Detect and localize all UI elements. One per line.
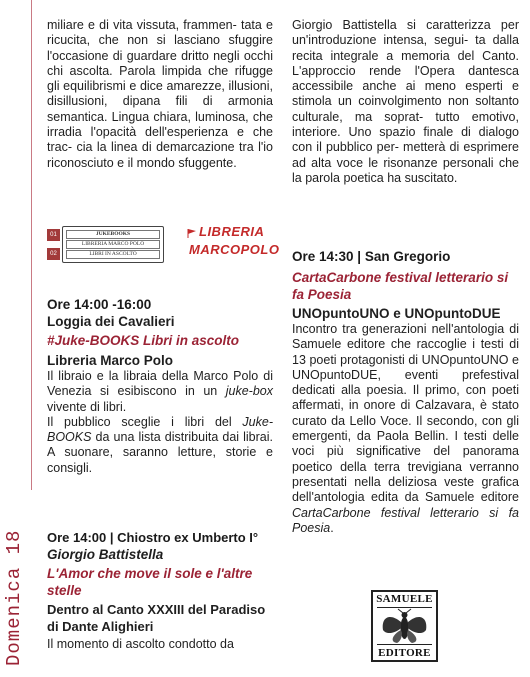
event-body: Incontro tra generazioni nell'antologia di Samuele editore che raccoglie i testi di 13 poeti protagonisti di UNOpuntoUNO e UNOpuntoDUE, eventi prefestival dedicati alla poesia. Il primo, con poeti affermati, in onore di Calzavara, è stato curato da Lello Voce. Il secondo, con gli emergenti, da Paola Bellin. I testi delle voci più significative del panorama poetico della terra trevigiana verranno presentati nella deliziosa veste grafica dell'antologia edita da Samuele editore CartaCarbone festival letterario si fa Poesia.: [292, 322, 519, 535]
event-time: Ore 14:00 | Chiostro ex Umberto I°: [47, 530, 259, 545]
vertical-divider: [31, 0, 32, 490]
event-subtitle: Dentro al Canto XXXIII del Paradiso di Dante Alighieri: [47, 602, 266, 634]
sponsor-logos: [47, 224, 280, 266]
side-day-label: Domenica 18: [3, 529, 25, 666]
event-cartacarbone: [292, 248, 519, 536]
event-body-2: Il pubblico sceglie i libri del Juke-BOOKS da una lista distribuita dai librai. A suonare, saranno letture, storie e consigli.: [47, 414, 273, 475]
event-body: Il momento di ascolto condotto da: [47, 637, 234, 651]
event-time: Ore 14:00 -16:00: [47, 297, 152, 312]
samuele-editore-logo: SAMUELE EDITORE: [371, 590, 438, 662]
event-subtitle: UNOpuntoUNO e UNOpuntoDUE: [292, 306, 501, 321]
jukebooks-logo: 01 02 JUKEBOOKS LIBRERIA MARCO POLO LIBRI IN ASCOLTO: [47, 226, 164, 263]
event-jukebooks: [47, 296, 273, 476]
insect-emblem-icon: [377, 607, 432, 645]
event-battistella: [47, 529, 275, 652]
event-body: Il libraio e la libraia della Marco Polo di Venezia si esibiscono in un juke-box vivente di libri.: [47, 369, 273, 414]
event-title: #Juke-BOOKS Libri in ascolto: [47, 333, 240, 348]
libreria-marcopolo-logo: LIBRERIA MARCOPOLO: [189, 224, 280, 257]
event-time: Ore 14:30 | San Gregorio: [292, 249, 451, 264]
flag-icon: [187, 228, 197, 238]
event-place: Loggia dei Cavalieri: [47, 314, 175, 329]
right-intro-paragraph: Giorgio Battistella si caratterizza per un'introduzione intensa, segui- ta dalla recita integrale a memoria del Canto. L'approccio rende l'Opera dantesca accessibile anche ai meno esperti e stimola un coinvolgimento non soltanto culturale, ma soprat- tutto emotivo, interiore. Uno spazio finale di dialogo con il pubblico per- metterà di esprimere ad alta voce le risonanze personali che la parola poetica ha suscitato.: [292, 18, 520, 185]
event-title: L'Amor che move il sole e l'altre stelle: [47, 566, 253, 598]
event-title: CartaCarbone festival letterario si fa Poesia: [292, 270, 509, 302]
event-author: Giorgio Battistella: [47, 547, 164, 562]
right-column: [292, 18, 519, 186]
event-subtitle: Libreria Marco Polo: [47, 353, 174, 368]
left-intro-paragraph: miliare e di vita vissuta, frammen- tata e ricucita, che non si lasciano sfuggire l'occasione di guardare dritto negli occhi chi ascolta. Parola limpida che rifugge gli equilibrismi e dice amarezze, illusioni, disillusioni, dipana fili di armonia semantica. Lingua chiara, luminosa, che irradia l'opacità dell'esperienza e che trac- cia la linea di demarcazione tra l'io riconosciuto e il mondo sfuggente.: [47, 18, 274, 170]
left-column: [47, 18, 273, 171]
